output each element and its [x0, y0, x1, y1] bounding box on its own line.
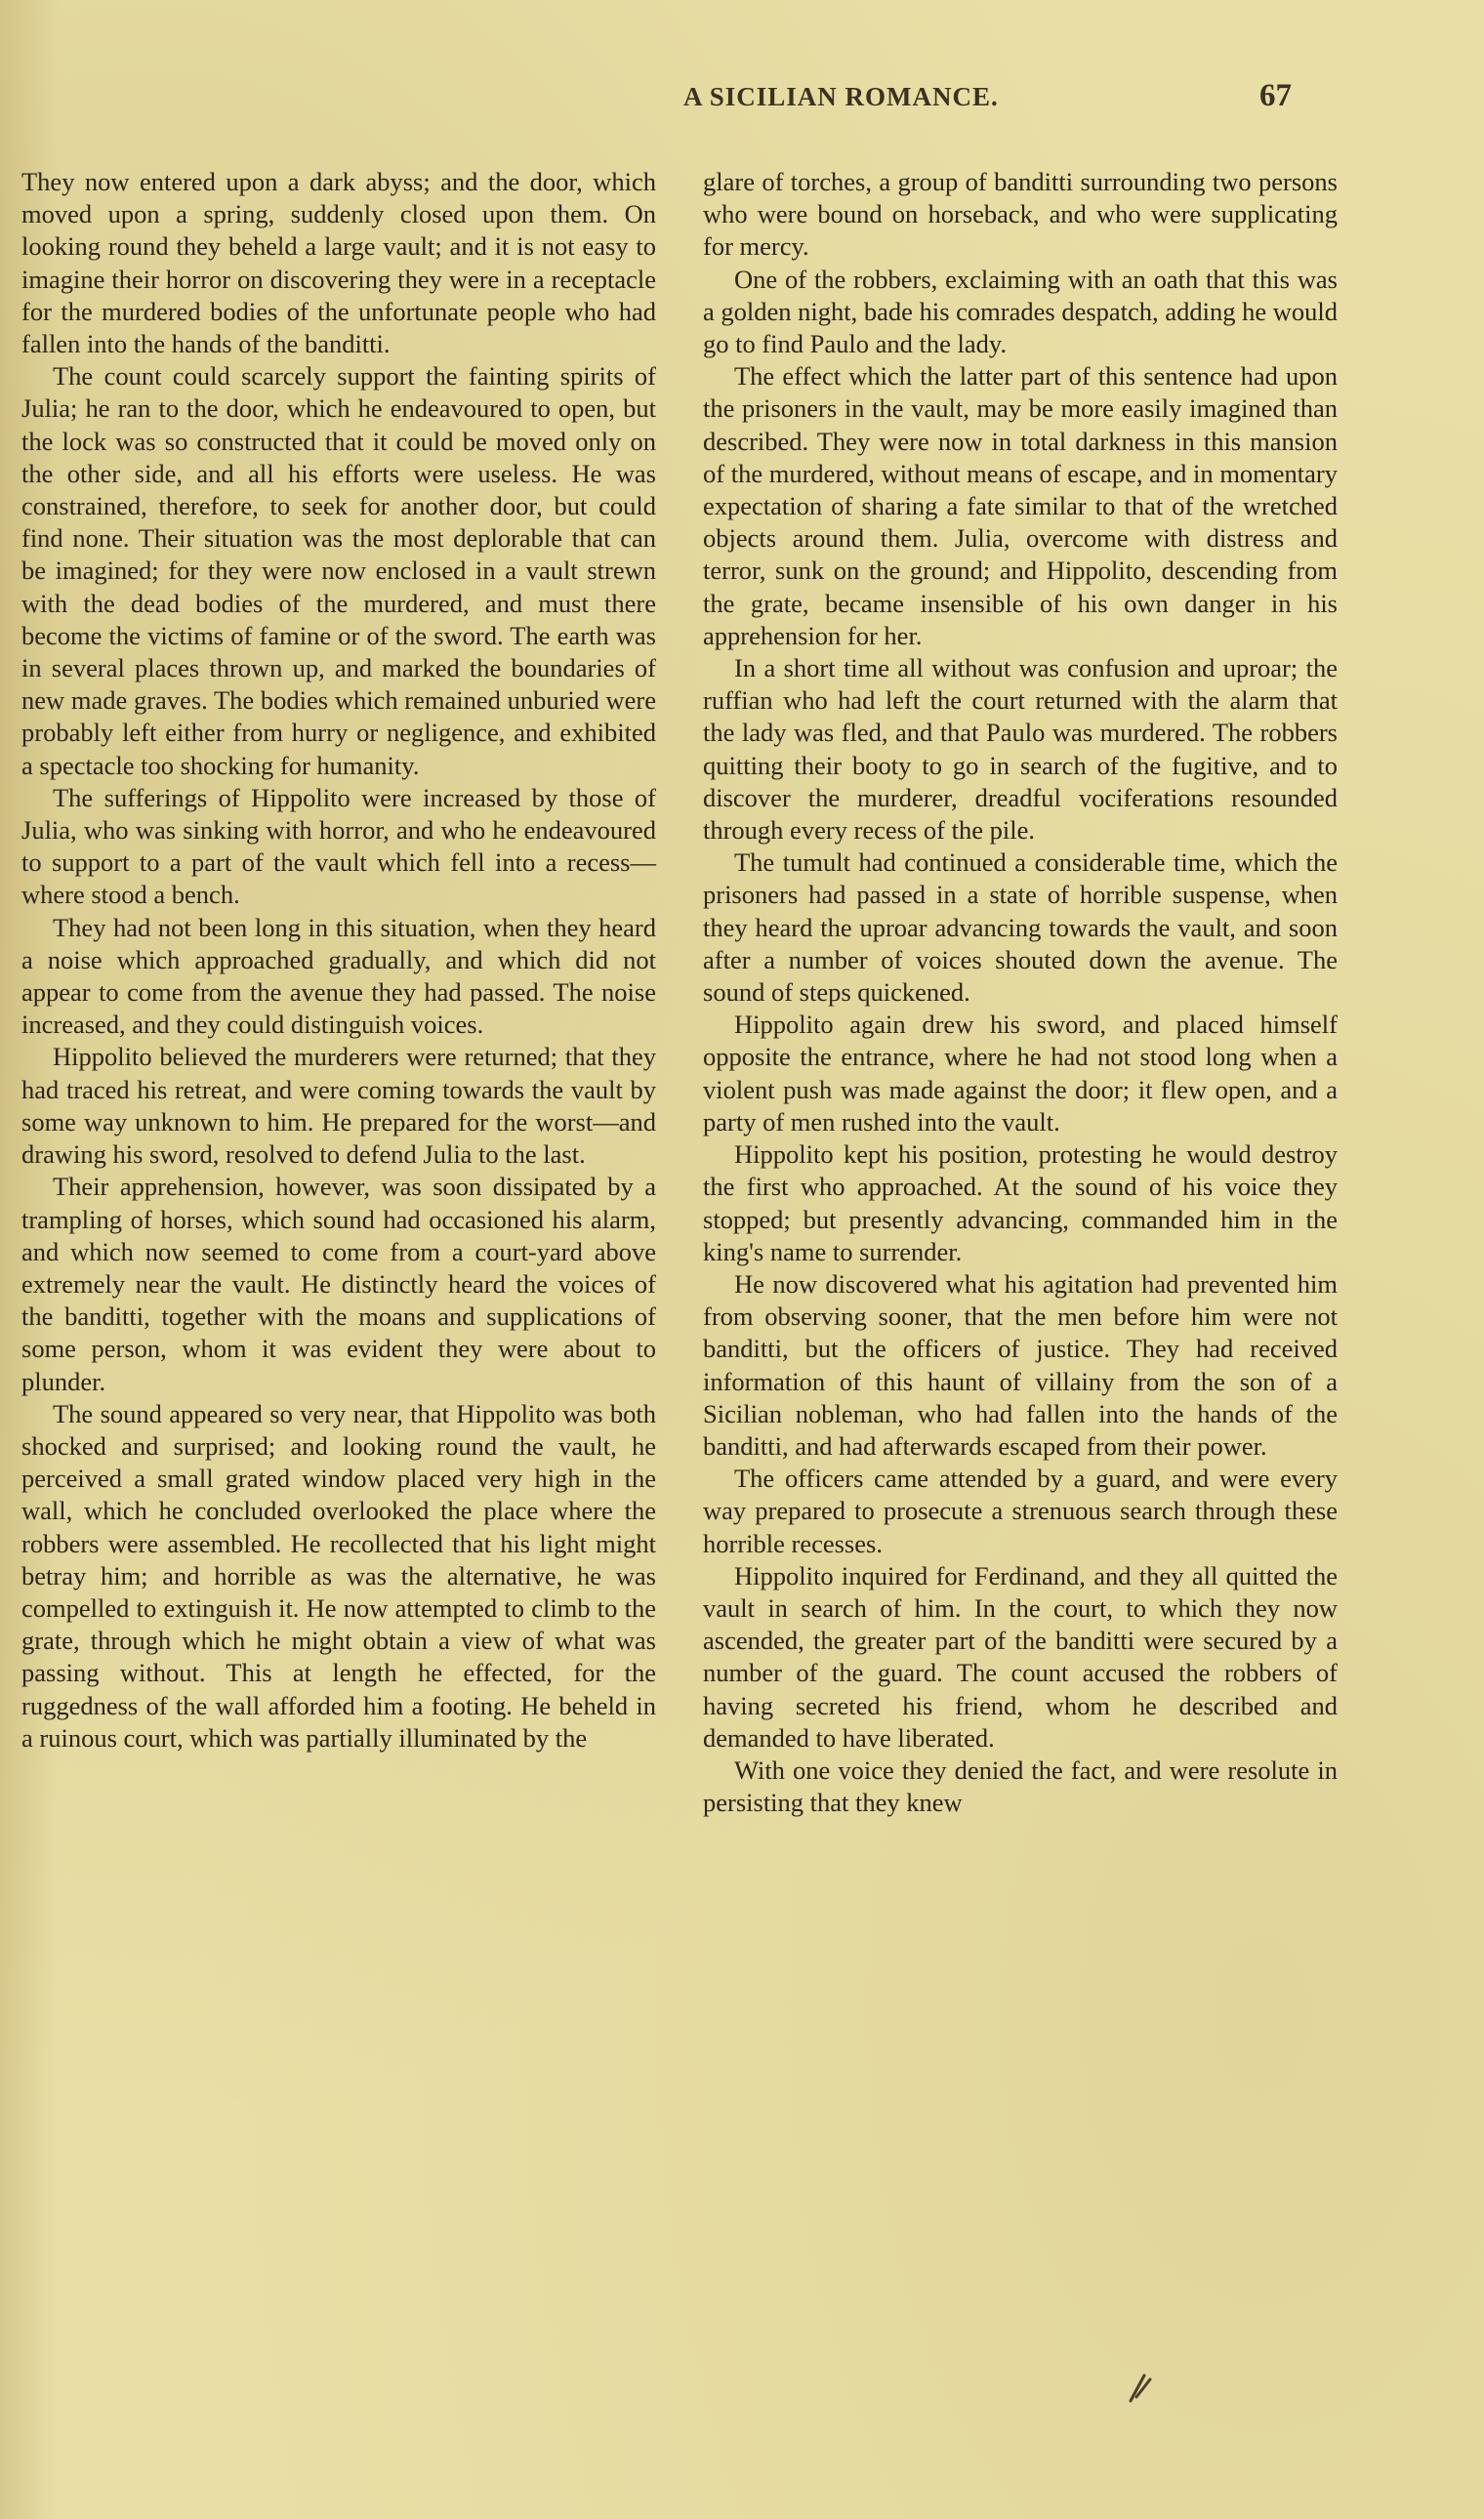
ink-mark-icon	[1123, 2368, 1162, 2407]
paragraph: The sound appeared so very near, that Hippolito was both shocked and surprised; and looking round the vault, he perceived a small grated window placed very high in the wall, which he concluded overlooked the place where the robbers were assembled. He recollected that his light might betray him; and horrible as was the alternative, he was compelled to extinguish it. He now attempted to climb to the grate, through which he might obtain a view of what was passing without. This at length he effected, for the ruggedness of the wall afforded him a footing. He beheld in a ruinous court, which was partially illuminated by the	[21, 1398, 656, 1753]
page-number: 67	[1259, 78, 1292, 113]
paragraph: Hippolito again drew his sword, and placed himself opposite the entrance, where he had not stood long when a violent push was made against the door; it flew open, and a party of men rushed into the vault.	[703, 1010, 1338, 1136]
paragraph: With one voice they denied the fact, and were resolute in persisting that they knew	[703, 1755, 1338, 1818]
paragraph: The effect which the latter part of this sentence had upon the prisoners in the vault, may be more easily imagined than described. They were now in total darkness in this mansion of the murdered, without means of escape, and in momentary expectation of sharing a fate similar to that of the wretched objects around them. Julia, overcome with distress and terror, sunk on the ground; and Hippolito, descending from the grate, became insensible of his own danger in his apprehension for her.	[703, 361, 1338, 650]
paragraph: They now entered upon a dark abyss; and the door, which moved upon a spring, suddenly closed upon them. On looking round they beheld a large vault; and it is not easy to imagine their horror on discovering they were in a receptacle for the murdered bodies of the unfortunate people who had fallen into the hands of the banditti.	[21, 167, 656, 359]
paragraph: He now discovered what his agitation had prevented him from observing sooner, that the men before him were not banditti, but the officers of justice. They had received information of this haunt of villainy from the son of a Sicilian nobleman, who had fallen into the hands of the banditti, and had afterwards escaped from their power.	[703, 1268, 1338, 1461]
paragraph: Their apprehension, however, was soon dissipated by a trampling of horses, which sound had occasioned his alarm, and which now seemed to come from a court-yard above extremely near the vault. He distinctly heard the voices of the banditti, together with the moans and supplications of some person, whom it was evident they were about to plunder.	[21, 1172, 656, 1396]
paragraph: Hippolito kept his position, protesting he would destroy the first who approached. At the sound of his voice they stopped; but presently advancing, commanded him in the king's name to surrender.	[703, 1139, 1338, 1266]
paragraph: The officers came attended by a guard, and were every way prepared to prosecute a strenuous search through these horrible recesses.	[703, 1464, 1338, 1558]
paragraph: The sufferings of Hippolito were increased by those of Julia, who was sinking with horror, and who he endeavoured to support to a part of the vault which fell into a recess—where stood a bench.	[21, 782, 656, 910]
paragraph: Hippolito inquired for Ferdinand, and they all quitted the vault in search of him. In the court, to which they now ascended, the greater part of the banditti were secured by a number of the guard. The count accused the robbers of having secreted his friend, whom he described and demanded to have liberated.	[703, 1560, 1338, 1753]
paragraph: The tumult had continued a considerable time, which the prisoners had passed in a state of horrible suspense, when they heard the uproar advancing towards the vault, and soon after a number of voices shouted down the avenue. The sound of steps quickened.	[703, 847, 1338, 1008]
page-header	[0, 78, 1484, 121]
paragraph: Hippolito believed the murderers were returned; that they had traced his retreat, and were coming towards the vault by some way unknown to him. He prepared for the worst—and drawing his sword, resolved to defend Julia to the last.	[21, 1042, 656, 1170]
paragraph: The count could scarcely support the fainting spirits of Julia; he ran to the door, which he endeavoured to open, but the lock was so constructed that it could be moved only on the other side, and all his efforts were useless. He was constrained, therefore, to seek for another door, but could find none. Their situation was the most deplorable that can be imagined; for they were now enclosed in a vault strewn with the dead bodies of the murdered, and must there become the victims of famine or of the sword. The earth was in several places thrown up, and marked the boundaries of new made graves. The bodies which remained unburied were probably left either from hurry or negligence, and exhibited a spectacle too shocking for humanity.	[21, 361, 656, 780]
paragraph: One of the robbers, exclaiming with an oath that this was a golden night, bade his comrades despatch, adding he would go to find Paulo and the lady.	[703, 264, 1338, 359]
paragraph: glare of torches, a group of banditti surrounding two persons who were bound on horseback, and who were supplicating for mercy.	[703, 167, 1338, 262]
right-column	[703, 166, 1338, 1819]
paragraph: They had not been long in this situation, when they heard a noise which approached gradually, and which did not appear to come from the avenue they had passed. The noise increased, and they could distinguish voices.	[21, 912, 656, 1040]
left-column	[21, 166, 656, 1755]
paragraph: In a short time all without was confusion and uproar; the ruffian who had left the court returned with the alarm that the lady was fled, and that Paulo was murdered. The robbers quitting their booty to go in search of the fugitive, and to discover the murderer, dreadful vociferations resounded through every recess of the pile.	[703, 653, 1338, 846]
running-head: A SICILIAN ROMANCE.	[683, 82, 999, 111]
